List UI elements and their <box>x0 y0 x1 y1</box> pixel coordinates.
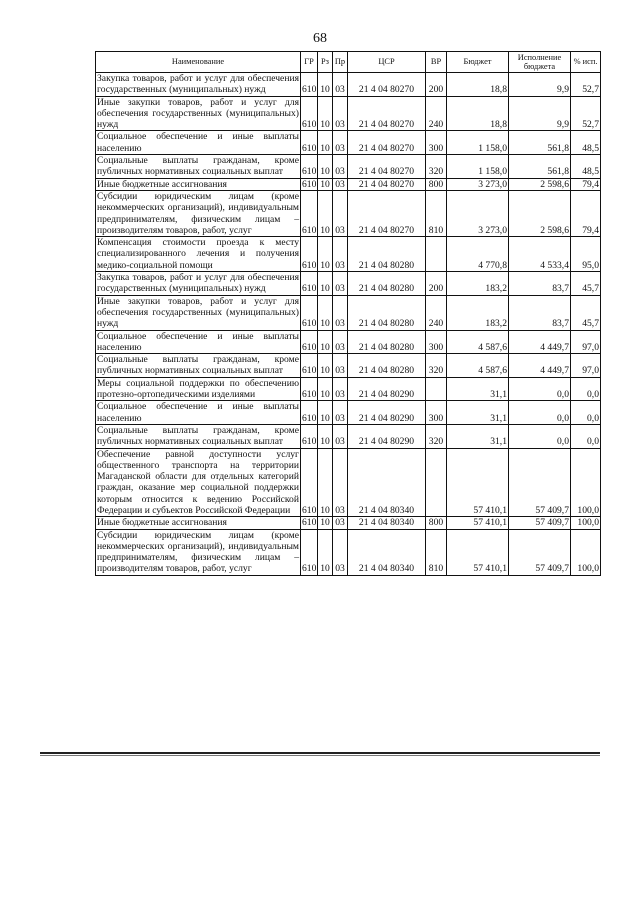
cell-percent: 48,5 <box>571 155 601 179</box>
cell-csr: 21 4 04 80270 <box>348 190 426 236</box>
cell-pr: 03 <box>333 96 348 131</box>
cell-budget: 57 410,1 <box>447 517 509 529</box>
cell-percent: 79,4 <box>571 190 601 236</box>
cell-budget: 3 273,0 <box>447 190 509 236</box>
cell-name: Иные закупки товаров, работ и услуг для обеспечения государственных (муниципальных) нужд <box>97 96 299 131</box>
cell-pr: 03 <box>333 73 348 97</box>
cell-name: Иные бюджетные ассигнования <box>96 517 301 529</box>
cell-budget: 183,2 <box>447 272 509 296</box>
cell-percent: 0,0 <box>571 401 601 425</box>
table-row <box>96 529 601 575</box>
cell-percent: 45,7 <box>571 272 601 296</box>
cell-vr: 200 <box>426 272 447 296</box>
cell-pr: 03 <box>333 424 348 448</box>
cell-gr: 610 <box>302 517 317 529</box>
bottom-rule-thin <box>40 755 600 756</box>
cell-rz: 10 <box>318 178 333 190</box>
table-row <box>96 190 601 236</box>
cell-gr: 610 <box>301 424 318 448</box>
header-rz: Рз <box>318 52 333 73</box>
cell-csr: 21 4 04 80340 <box>348 529 426 575</box>
cell-gr: 610 <box>301 330 318 354</box>
cell-percent: 52,7 <box>571 96 601 131</box>
table-body <box>96 73 601 576</box>
cell-gr: 610 <box>301 155 318 179</box>
cell-gr: 610 <box>301 354 318 378</box>
cell-execution: 83,7 <box>509 272 571 296</box>
table-row <box>96 295 601 330</box>
cell-percent: 100,0 <box>571 448 601 517</box>
cell-name: Компенсация стоимости проезда к месту специализированного лечения и получения медико-социальной помощи <box>97 237 299 271</box>
cell-rz: 10 <box>318 272 333 296</box>
cell-execution: 561,8 <box>509 155 571 179</box>
cell-percent: 45,7 <box>571 295 601 330</box>
cell-budget: 4 770,8 <box>447 237 509 272</box>
cell-pr: 03 <box>333 190 348 236</box>
cell-csr: 21 4 04 80270 <box>348 73 426 97</box>
cell-percent: 52,7 <box>571 73 601 97</box>
cell-rz: 10 <box>318 448 333 517</box>
cell-csr: 21 4 04 80340 <box>348 517 426 529</box>
header-gr: ГР <box>301 52 318 73</box>
header-vr: ВР <box>426 52 447 73</box>
cell-gr: 610 <box>301 295 318 330</box>
cell-name: Субсидии юридическим лицам (кроме некоммерческих организаций), индивидуальным предпринимателям, физическим лицам – производителям товаров, работ, услуг <box>97 529 299 575</box>
cell-vr: 810 <box>426 190 447 236</box>
budget-table <box>95 51 601 576</box>
cell-rz: 10 <box>318 424 333 448</box>
header-pr: Пр <box>333 52 348 73</box>
cell-budget: 1 158,0 <box>447 155 509 179</box>
table-row <box>96 354 601 378</box>
header-csr: ЦСР <box>348 52 426 73</box>
cell-pr: 03 <box>333 272 348 296</box>
cell-name: Социальное обеспечение и иные выплаты населению <box>97 131 299 154</box>
cell-vr: 300 <box>426 330 447 354</box>
cell-rz: 10 <box>318 354 333 378</box>
cell-gr: 610 <box>301 237 318 272</box>
table-header-row <box>96 52 601 73</box>
cell-gr: 610 <box>301 401 318 425</box>
cell-percent: 100,0 <box>571 529 601 575</box>
cell-budget: 3 273,0 <box>447 178 509 190</box>
cell-name: Социальные выплаты гражданам, кроме публичных нормативных социальных выплат <box>97 155 299 178</box>
cell-percent: 95,0 <box>571 237 601 272</box>
cell-budget: 18,8 <box>447 96 509 131</box>
cell-name: Социальные выплаты гражданам, кроме публичных нормативных социальных выплат <box>97 424 299 448</box>
table-row <box>96 377 601 401</box>
cell-vr: 240 <box>426 96 447 131</box>
cell-rz: 10 <box>318 377 333 401</box>
cell-csr: 21 4 04 80270 <box>348 131 426 155</box>
table-row <box>96 401 601 425</box>
cell-vr: 810 <box>426 529 447 575</box>
cell-pr: 03 <box>333 178 348 190</box>
cell-csr: 21 4 04 80270 <box>348 155 426 179</box>
cell-name: Социальные выплаты гражданам, кроме публичных нормативных социальных выплат <box>97 354 299 377</box>
cell-csr: 21 4 04 80280 <box>348 330 426 354</box>
cell-csr: 21 4 04 80290 <box>348 424 426 448</box>
cell-budget: 18,8 <box>447 73 509 97</box>
cell-rz: 10 <box>318 155 333 179</box>
cell-csr: 21 4 04 80340 <box>348 448 426 517</box>
cell-rz: 10 <box>318 401 333 425</box>
cell-vr <box>426 237 447 272</box>
cell-percent: 97,0 <box>571 330 601 354</box>
cell-budget: 4 587,6 <box>447 354 509 378</box>
cell-csr: 21 4 04 80290 <box>348 401 426 425</box>
cell-gr: 610 <box>301 131 318 155</box>
cell-name: Иные закупки товаров, работ и услуг для обеспечения государственных (муниципальных) нужд <box>97 295 299 330</box>
cell-vr: 320 <box>426 354 447 378</box>
cell-gr: 610 <box>301 272 318 296</box>
cell-rz: 10 <box>318 330 333 354</box>
cell-budget: 1 158,0 <box>447 131 509 155</box>
cell-gr: 610 <box>301 529 318 575</box>
cell-budget: 31,1 <box>447 424 509 448</box>
cell-percent: 79,4 <box>571 178 601 190</box>
table-row <box>96 73 601 97</box>
cell-percent: 48,5 <box>571 131 601 155</box>
cell-vr: 800 <box>426 178 447 190</box>
table-row <box>96 272 601 296</box>
cell-gr: 610 <box>302 178 317 190</box>
cell-csr: 21 4 04 80290 <box>348 377 426 401</box>
header-name: Наименование <box>96 52 301 73</box>
cell-budget: 57 410,1 <box>447 448 509 517</box>
page-number: 68 <box>313 31 327 46</box>
cell-rz: 10 <box>318 517 333 529</box>
cell-execution: 4 449,7 <box>509 330 571 354</box>
cell-vr: 320 <box>426 424 447 448</box>
table-row <box>96 424 601 448</box>
cell-budget: 4 587,6 <box>447 330 509 354</box>
cell-pr: 03 <box>333 155 348 179</box>
cell-vr <box>426 448 447 517</box>
cell-execution: 9,9 <box>509 96 571 131</box>
cell-vr: 300 <box>426 401 447 425</box>
table-row <box>96 96 601 131</box>
table-row <box>96 330 601 354</box>
cell-pr: 03 <box>333 237 348 272</box>
cell-vr <box>426 377 447 401</box>
cell-rz: 10 <box>318 96 333 131</box>
table-row <box>96 131 601 155</box>
table-row <box>96 517 601 529</box>
cell-execution: 0,0 <box>509 424 571 448</box>
cell-csr: 21 4 04 80270 <box>348 178 426 190</box>
cell-vr: 800 <box>426 517 447 529</box>
cell-csr: 21 4 04 80270 <box>348 96 426 131</box>
cell-rz: 10 <box>318 131 333 155</box>
table-row <box>96 155 601 179</box>
cell-budget: 183,2 <box>447 295 509 330</box>
cell-vr: 240 <box>426 295 447 330</box>
cell-gr: 610 <box>301 377 318 401</box>
cell-execution: 0,0 <box>509 377 571 401</box>
cell-percent: 97,0 <box>571 354 601 378</box>
cell-name: Закупка товаров, работ и услуг для обеспечения государственных (муниципальных) нужд <box>97 272 299 295</box>
cell-rz: 10 <box>318 73 333 97</box>
cell-pr: 03 <box>333 529 348 575</box>
cell-budget: 57 410,1 <box>447 529 509 575</box>
cell-budget: 31,1 <box>447 377 509 401</box>
cell-pr: 03 <box>333 295 348 330</box>
header-budget: Бюджет <box>447 52 509 73</box>
cell-name: Иные бюджетные ассигнования <box>96 178 301 190</box>
cell-rz: 10 <box>318 295 333 330</box>
header-execution: Исполнение бюджета <box>509 52 571 73</box>
cell-pr: 03 <box>333 354 348 378</box>
cell-name: Закупка товаров, работ и услуг для обеспечения государственных (муниципальных) нужд <box>97 73 299 96</box>
cell-name: Обеспечение равной доступности услуг общественного транспорта на территории Магаданской области для отдельных категорий граждан, оказание мер социальной поддержки которым относится к ведению Российской Федерации и субъектов Российской Федерации <box>97 448 299 516</box>
cell-execution: 9,9 <box>509 73 571 97</box>
cell-rz: 10 <box>318 529 333 575</box>
cell-pr: 03 <box>333 517 348 529</box>
cell-gr: 610 <box>301 73 318 97</box>
cell-execution: 561,8 <box>509 131 571 155</box>
cell-name: Социальное обеспечение и иные выплаты населению <box>97 401 299 424</box>
cell-name: Меры социальной поддержки по обеспечению протезно-ортопедическими изделиями <box>97 377 299 401</box>
cell-csr: 21 4 04 80280 <box>348 237 426 272</box>
cell-execution: 4 533,4 <box>509 237 571 272</box>
cell-vr: 200 <box>426 73 447 97</box>
cell-budget: 31,1 <box>447 401 509 425</box>
cell-percent: 0,0 <box>571 377 601 401</box>
cell-gr: 610 <box>301 96 318 131</box>
cell-execution: 4 449,7 <box>509 354 571 378</box>
cell-pr: 03 <box>333 377 348 401</box>
cell-execution: 2 598,6 <box>509 190 571 236</box>
cell-name: Социальное обеспечение и иные выплаты населению <box>97 330 299 353</box>
cell-percent: 100,0 <box>571 517 601 529</box>
cell-pr: 03 <box>333 448 348 517</box>
cell-csr: 21 4 04 80280 <box>348 354 426 378</box>
cell-vr: 320 <box>426 155 447 179</box>
cell-execution: 57 409,7 <box>509 517 571 529</box>
cell-execution: 2 598,6 <box>509 178 571 190</box>
cell-percent: 0,0 <box>571 424 601 448</box>
cell-csr: 21 4 04 80280 <box>348 272 426 296</box>
cell-execution: 57 409,7 <box>509 448 571 517</box>
cell-execution: 83,7 <box>509 295 571 330</box>
cell-rz: 10 <box>318 190 333 236</box>
cell-vr: 300 <box>426 131 447 155</box>
table-row <box>96 448 601 517</box>
cell-gr: 610 <box>301 190 318 236</box>
table-row <box>96 237 601 272</box>
bottom-rule <box>40 752 600 754</box>
cell-execution: 0,0 <box>509 401 571 425</box>
cell-execution: 57 409,7 <box>509 529 571 575</box>
cell-csr: 21 4 04 80280 <box>348 295 426 330</box>
header-percent: % исп. <box>571 52 601 73</box>
cell-pr: 03 <box>333 131 348 155</box>
table-row <box>96 178 601 190</box>
cell-gr: 610 <box>301 448 318 517</box>
cell-rz: 10 <box>318 237 333 272</box>
cell-name: Субсидии юридическим лицам (кроме некоммерческих организаций), индивидуальным предпринимателям, физическим лицам – производителям товаров, работ, услуг <box>97 190 299 236</box>
cell-pr: 03 <box>333 330 348 354</box>
cell-pr: 03 <box>333 401 348 425</box>
